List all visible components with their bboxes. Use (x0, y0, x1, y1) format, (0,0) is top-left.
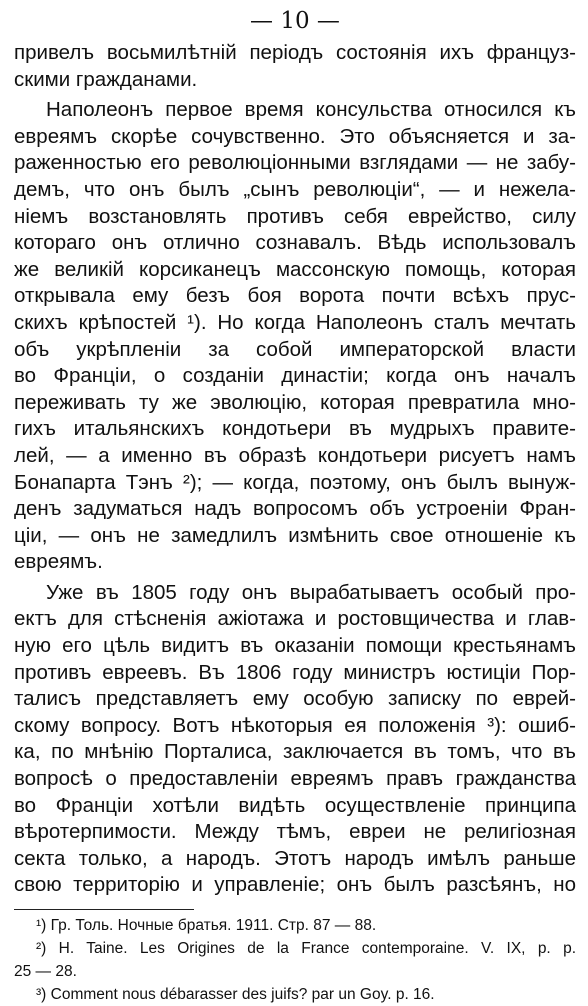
footnote-3 (14, 983, 576, 1006)
text-line: евреямъ. (14, 550, 103, 574)
footnote-2 (14, 937, 576, 983)
text-line: же великій корсиканецъ массонскую помощь, которая (14, 257, 576, 281)
text-line: вопросѣ о предоставленіи евреямъ правъ гражданства (14, 767, 576, 791)
text-line: евреямъ скорѣе сочувственно. Это объясняется и за- (14, 124, 576, 148)
page-number: — 10 — (250, 8, 340, 34)
text-line: лей, — а именно въ образѣ кондотьери рисуетъ намъ (14, 443, 576, 467)
text-line: раженностью его революціонными взглядами — не забу- (14, 151, 576, 175)
paragraph-2 (14, 97, 576, 576)
text-line: секта только, а народъ. Этотъ народъ имѣлъ раньше (14, 846, 576, 870)
text-line: ніемъ возстановлять противъ себя еврейство, силу (14, 204, 576, 228)
document-page (14, 8, 576, 1006)
footnote-line: ³) Comment nous débarasser des juifs? par un Goy. p. 16. (36, 986, 435, 1003)
text-line: привелъ восьмилѣтній періодъ состоянія ихъ француз- (14, 41, 576, 64)
text-line: ка, по мнѣнію Порталиса, заключается въ томъ, что въ (14, 740, 576, 764)
text-line: гихъ итальянскихъ кондотьери въ мудрыхъ правите- (14, 417, 576, 441)
text-line: скими гражданами. (14, 67, 198, 91)
footnote-line: ²) H. Taine. Les Origines de la France contemporaine. V. IX, p. p. (36, 940, 576, 957)
text-line: талисъ представляетъ ему особую записку по еврей- (14, 687, 576, 711)
footnote-divider (14, 909, 194, 910)
text-line: котораго онъ отлично сознавалъ. Вѣдь использовалъ (14, 231, 576, 255)
text-line: Бонапарта Тэнъ ²); — когда, поэтому, онъ былъ вынуж- (14, 470, 576, 494)
paragraph-1 (14, 40, 576, 93)
text-line: противъ евреевъ. Въ 1806 году министръ юстиціи Пор- (14, 660, 576, 684)
text-line: переживать ту же эволюцію, которая превратила мно- (14, 390, 576, 414)
paragraph-3 (14, 580, 576, 899)
text-line: объ укрѣпленіи за собой императорской власти (14, 337, 576, 361)
footnotes (14, 914, 576, 1006)
text-line: демъ, что онъ былъ „сынъ революціи“, — и нежела- (14, 177, 576, 201)
text-line: денъ задуматься надъ вопросомъ объ устроеніи Фран- (14, 497, 576, 521)
footnote-line: ¹) Гр. Толь. Ночные братья. 1911. Стр. 87 — 88. (36, 917, 377, 934)
body-text (14, 40, 576, 899)
footnote-line: 25 — 28. (14, 963, 77, 980)
text-line: ектъ для стѣсненія ажіотажа и ростовщичества и глав- (14, 607, 576, 631)
text-line: свою территорію и управленіе; онъ былъ разсѣянъ, но (14, 873, 576, 897)
text-line: ціи, — онъ не замедлилъ измѣнить свое отношеніе къ (14, 523, 576, 547)
text-line: скому вопросу. Вотъ нѣкоторыя ея положенія ³): ошиб- (14, 713, 576, 737)
text-line: во Франціи, о созданіи династіи; когда онъ началъ (14, 364, 576, 388)
text-line: вѣротерпимости. Между тѣмъ, евреи не религіозная (14, 820, 576, 844)
text-line: ную его цѣль видитъ въ оказаніи помощи крестьянамъ (14, 634, 576, 658)
text-line: скихъ крѣпостей ¹). Но когда Наполеонъ сталъ мечтать (14, 310, 576, 334)
text-line: открывала ему безъ боя ворота почти всѣхъ прус- (14, 284, 576, 308)
text-line: во Франціи хотѣли видѣть осуществленіе принципа (14, 793, 576, 817)
text-line: Наполеонъ первое время консульства относился къ (46, 98, 576, 122)
text-line: Уже въ 1805 году онъ вырабатываетъ особый про- (46, 580, 576, 604)
footnote-1 (14, 914, 576, 937)
